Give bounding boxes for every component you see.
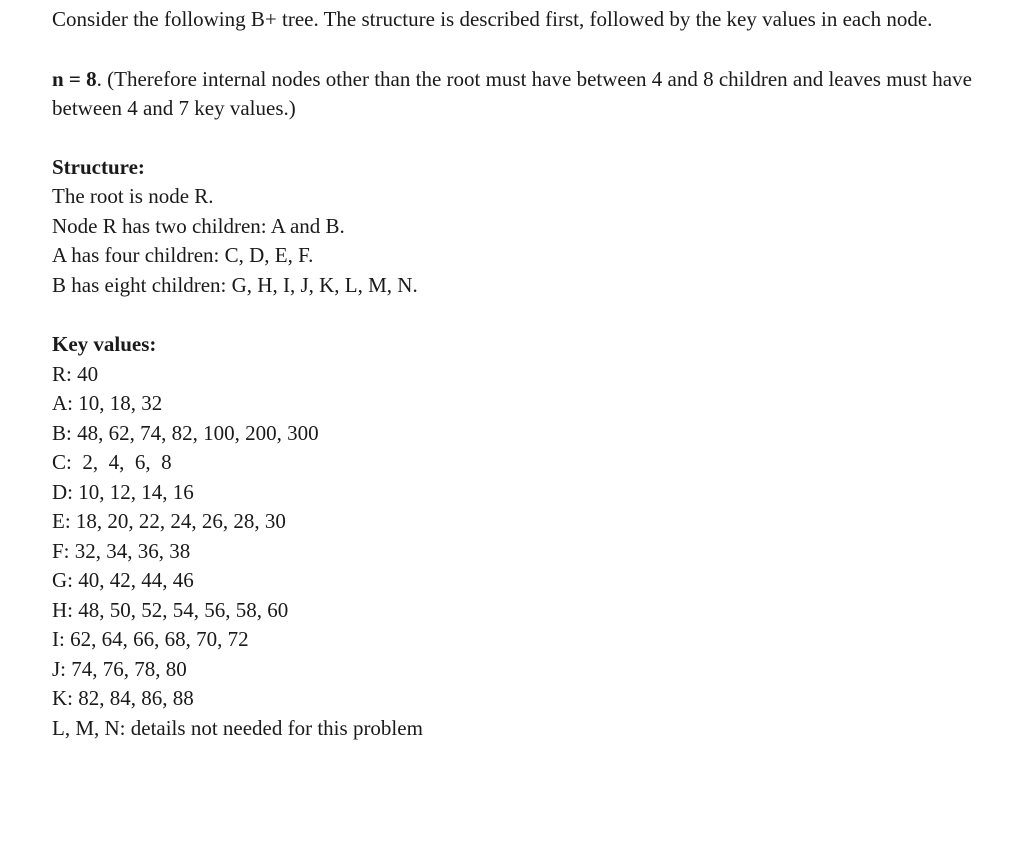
key-values-line: L, M, N: details not needed for this problem	[52, 715, 423, 740]
n-value: n = 8	[52, 66, 97, 91]
structure-section	[52, 153, 1002, 301]
structure-line: The root is node R.	[52, 184, 214, 208]
key-values-section	[52, 330, 1002, 743]
key-values-line: A: 10, 18, 32	[52, 391, 163, 415]
key-values-line: H: 48, 50, 52, 54, 56, 58, 60	[52, 597, 289, 622]
key-values-line: D: 10, 12, 14, 16	[52, 479, 194, 504]
n-explanation: . (Therefore internal nodes other than the root must have between 4 and 8 children and leaves must have between 4 and 7 key values.)	[52, 66, 972, 120]
key-values-line: G: 40, 42, 44, 46	[52, 568, 194, 592]
n-paragraph	[52, 65, 1002, 124]
key-values-line: J: 74, 76, 78, 80	[52, 656, 187, 681]
key-values-heading: Key values:	[52, 332, 157, 356]
key-values-line: F: 32, 34, 36, 38	[52, 538, 191, 563]
key-values-line: R: 40	[52, 361, 99, 386]
key-values-line: E: 18, 20, 22, 24, 26, 28, 30	[52, 509, 286, 533]
structure-line: A has four children: C, D, E, F.	[52, 243, 314, 267]
key-values-line: K: 82, 84, 86, 88	[52, 686, 194, 710]
document-body	[52, 5, 1002, 743]
structure-line: B has eight children: G, H, I, J, K, L, M, N.	[52, 272, 418, 297]
structure-line: Node R has two children: A and B.	[52, 213, 345, 238]
structure-heading: Structure:	[52, 154, 145, 179]
intro-paragraph: Consider the following B+ tree. The structure is described first, followed by the key values in each node.	[52, 7, 933, 31]
key-values-line: C: 2, 4, 6, 8	[52, 450, 172, 474]
key-values-line: I: 62, 64, 66, 68, 70, 72	[52, 627, 249, 651]
key-values-line: B: 48, 62, 74, 82, 100, 200, 300	[52, 420, 319, 445]
